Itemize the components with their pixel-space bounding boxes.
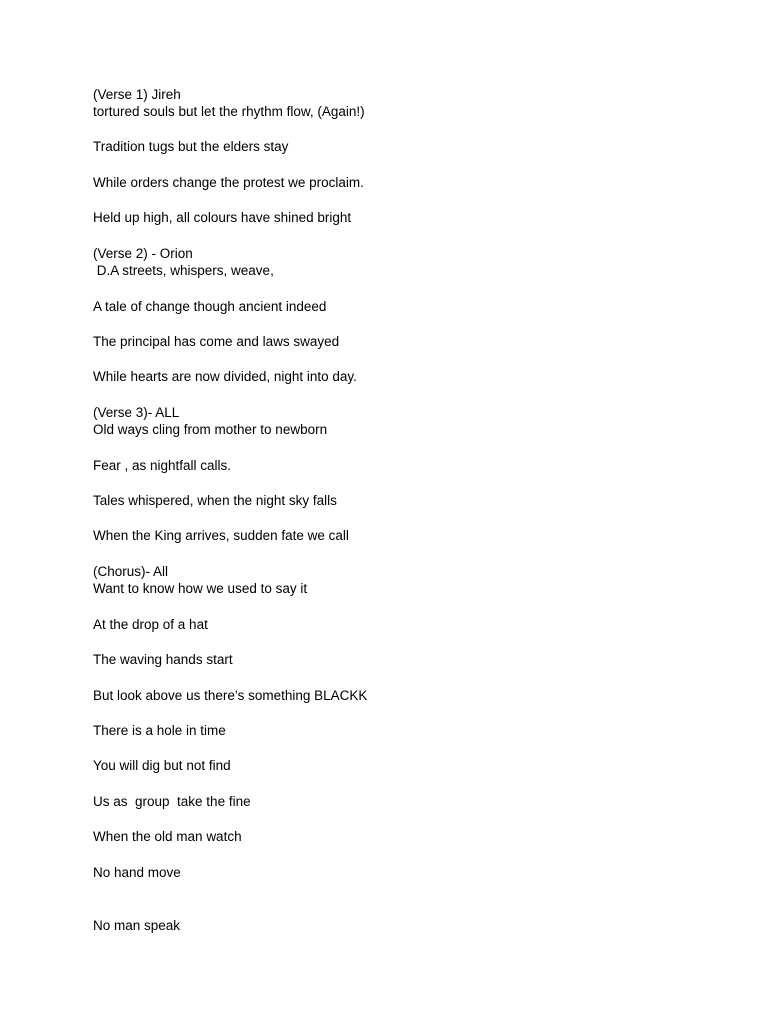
verse-2-heading: (Verse 2) - Orion (93, 246, 193, 261)
verse-1-heading: (Verse 1) Jireh (93, 87, 181, 102)
lyric-line: No man speak (93, 918, 181, 933)
lyric-line: The principal has come and laws swayed (93, 334, 340, 349)
lyric-line: Tradition tugs but the elders stay (93, 139, 289, 154)
lyric-line: tortured souls but let the rhythm flow, (Again!) (93, 104, 365, 119)
lyric-line: Held up high, all colours have shined bright (93, 210, 352, 225)
lyric-line: While orders change the protest we proclaim. (93, 175, 364, 190)
lyric-line: But look above us there’s something BLACKK (93, 688, 368, 703)
lyric-line: Want to know how we used to say it (93, 581, 308, 596)
lyric-line: D.A streets, whispers, weave, (93, 263, 274, 278)
lyric-line: A tale of change though ancient indeed (93, 299, 327, 314)
verse-3-heading: (Verse 3)- ALL (93, 405, 180, 420)
lyric-line: While hearts are now divided, night into day. (93, 369, 357, 384)
lyric-line: Old ways cling from mother to newborn (93, 422, 328, 437)
chorus-heading: (Chorus)- All (93, 564, 169, 579)
lyric-line: When the old man watch (93, 829, 242, 844)
lyric-line: No hand move (93, 865, 181, 880)
lyric-line: You will dig but not find (93, 758, 231, 773)
lyric-line: Us as group take the fine (93, 794, 251, 809)
lyric-line: When the King arrives, sudden fate we call (93, 528, 349, 543)
lyric-line: Tales whispered, when the night sky falls (93, 493, 337, 508)
lyric-line: The waving hands start (93, 652, 233, 667)
lyric-line: There is a hole in time (93, 723, 226, 738)
lyric-line: Fear , as nightfall calls. (93, 458, 232, 473)
lyric-line: At the drop of a hat (93, 617, 208, 632)
